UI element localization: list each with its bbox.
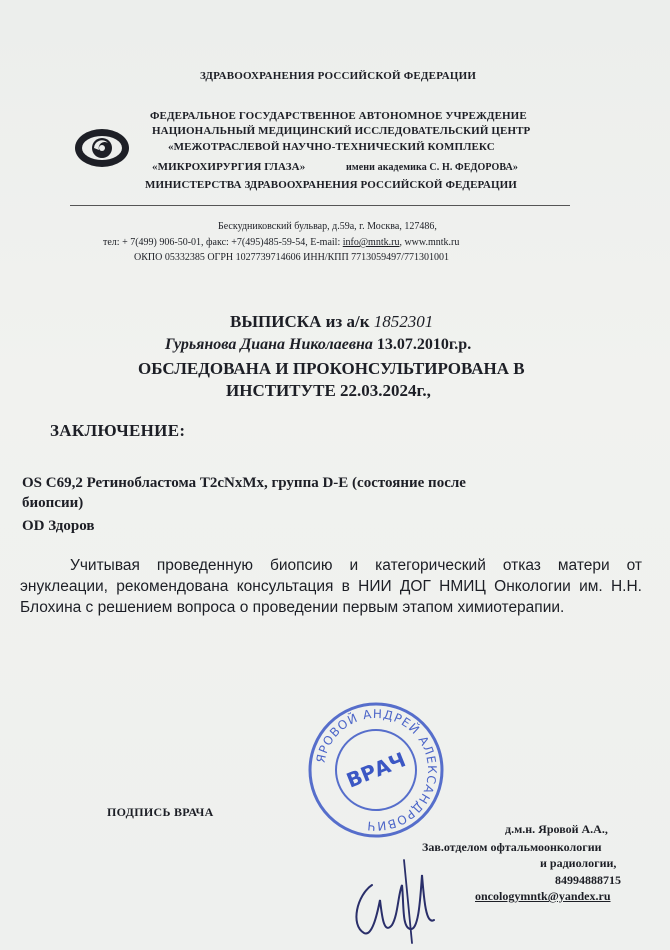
record-number: 1852301 (373, 312, 434, 331)
status-line-1: ОБСЛЕДОВАНА И ПРОКОНСУЛЬТИРОВАНА В (138, 359, 525, 378)
org-name-line-4a: «МИКРОХИРУРГИЯ ГЛАЗА» (152, 161, 306, 173)
header-divider (70, 205, 570, 206)
doctor-department: и радиологии, (540, 856, 617, 870)
contacts-website: , www.mntk.ru (399, 237, 460, 248)
doctor-stamp-icon (306, 700, 446, 840)
conclusion-heading: ЗАКЛЮЧЕНИЕ: (50, 421, 186, 440)
diagnosis-line-1: OS C69,2 Ретинобластома T2cNxMx, группа D-E (состояние после (22, 475, 466, 491)
ministry-header: ЗДРАВООХРАНЕНИЯ РОССИЙСКОЙ ФЕДЕРАЦИИ (200, 70, 477, 82)
org-name-line-3: «МЕЖОТРАСЛЕВОЙ НАУЧНО-ТЕХНИЧЕСКИЙ КОМПЛЕКС (168, 141, 495, 153)
org-name-line-5: МИНИСТЕРСТВА ЗДРАВООХРАНЕНИЯ РОССИЙСКОЙ ФЕДЕРАЦИИ (145, 179, 517, 191)
doctor-phone: 84994888715 (555, 873, 621, 887)
contacts-line (103, 237, 459, 248)
eye-logo-icon (72, 118, 132, 178)
signature-label: ПОДПИСЬ ВРАЧА (107, 805, 214, 819)
registration-codes: ОКПО 05332385 ОГРН 1027739714606 ИНН/КПП 7713059497/771301001 (134, 252, 449, 263)
doctor-email-link[interactable]: oncologymntk@yandex.ru (475, 889, 611, 903)
contacts-phone-fax: тел: + 7(499) 906-50-01, факс: +7(495)485-59-54, E-mail: (103, 237, 343, 248)
stamp-center-text: ВРАЧ (342, 747, 410, 793)
contact-email-link[interactable]: info@mntk.ru (342, 237, 400, 248)
patient-line (165, 336, 471, 354)
org-name-line-4b: имени академика С. Н. ФЕДОРОВА» (346, 162, 518, 173)
status-line-2: ИНСТИТУТЕ 22.03.2024г., (226, 381, 431, 400)
diagnosis-line-2: биопсии) (22, 495, 84, 511)
doctor-name: д.м.н. Яровой А.А., (505, 822, 608, 836)
address-line: Бескудниковский бульвар, д.59а, г. Москва, 127486, (218, 221, 437, 232)
patient-name: Гурьянова Диана Николаевна (165, 336, 373, 353)
recommendation-paragraph: Учитывая проведенную биопсию и категорический отказ матери от энуклеации, рекомендована консультация в НИИ ДОГ НМИЦ Онкологии им. Н.Н. Блохина с решением вопроса о проведении первым этапом химиотерапии. (20, 557, 642, 616)
document-title (230, 312, 433, 332)
stamp-ring-text: ЯРОВОЙ АНДРЕЙ АЛЕКСАНДРОВИЧ (313, 706, 440, 834)
handwritten-signature (342, 855, 452, 945)
diagnosis-line-3: OD Здоров (22, 518, 95, 534)
title-prefix: ВЫПИСКА из а/к (230, 312, 374, 331)
doctor-position: Зав.отделом офтальмоонкологии (422, 840, 602, 854)
org-name-line-2: НАЦИОНАЛЬНЫЙ МЕДИЦИНСКИЙ ИССЛЕДОВАТЕЛЬСКИЙ ЦЕНТР (152, 125, 531, 137)
patient-dob: 13.07.2010г.р. (372, 336, 472, 353)
org-name-line-1: ФЕДЕРАЛЬНОЕ ГОСУДАРСТВЕННОЕ АВТОНОМНОЕ УЧРЕЖДЕНИЕ (150, 110, 527, 122)
